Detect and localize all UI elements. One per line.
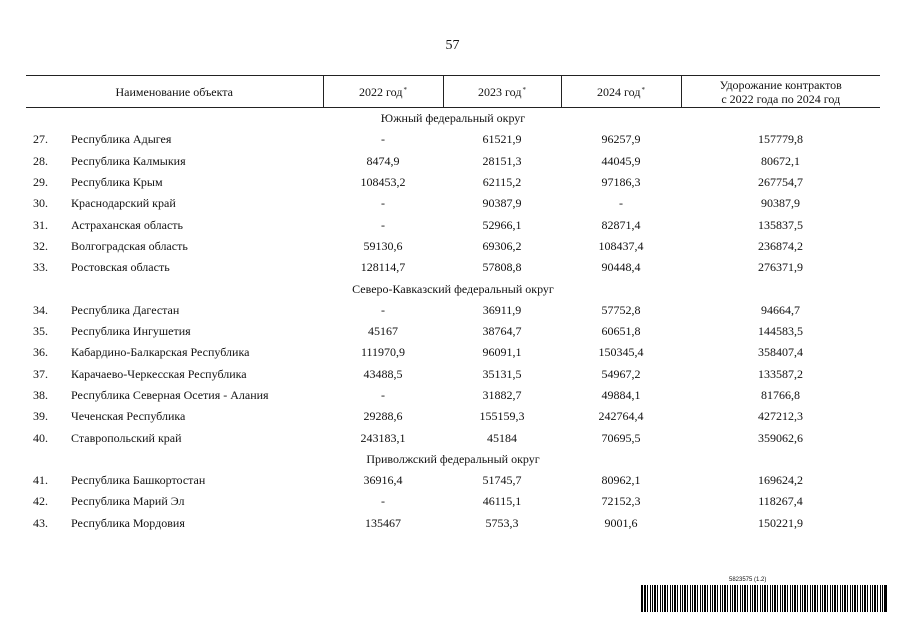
row-number: 34. <box>33 302 48 317</box>
row-number: 40. <box>33 430 48 445</box>
row-name: Республика Калмыкия <box>71 153 186 168</box>
cell-y2022: - <box>381 196 385 211</box>
cell-y2023: 52966,1 <box>482 217 522 232</box>
cell-y2022: - <box>381 217 385 232</box>
row-name: Республика Марий Эл <box>71 494 185 509</box>
table-row <box>26 513 880 534</box>
row-name: Республика Мордовия <box>71 515 185 530</box>
row-name: Волгоградская область <box>71 238 188 253</box>
cell-increase: 144583,5 <box>758 324 803 339</box>
row-number: 29. <box>33 175 48 190</box>
table-row <box>26 321 880 342</box>
cell-y2023: 38764,7 <box>482 324 522 339</box>
row-name-cell <box>26 513 323 534</box>
cell-y2024: 242764,4 <box>598 409 644 424</box>
cell-y2022: 43488,5 <box>363 366 403 381</box>
row-name: Астраханская область <box>71 217 183 232</box>
row-name-cell <box>26 193 323 214</box>
cell-increase: 236874,2 <box>758 238 803 253</box>
page-number: 57 <box>445 38 460 53</box>
row-name: Республика Северная Осетия - Алания <box>71 388 269 402</box>
cell-y2022: - <box>381 132 385 147</box>
barcode-label: 5823575 (1.2) <box>729 577 767 583</box>
row-number: 38. <box>33 388 48 402</box>
cell-increase: 80672,1 <box>761 153 800 168</box>
cell-y2024: 60651,8 <box>601 324 641 339</box>
table-row <box>26 214 880 235</box>
cell-y2023: 69306,2 <box>482 238 522 253</box>
table-row <box>26 470 880 491</box>
row-name-cell <box>26 300 323 321</box>
cell-increase: 358407,4 <box>758 345 803 360</box>
cell-y2023: 36911,9 <box>482 302 522 317</box>
row-number: 35. <box>33 324 48 339</box>
cell-y2024: 44045,9 <box>601 153 641 168</box>
row-name: Республика Крым <box>71 175 163 190</box>
cell-increase: 427212,3 <box>758 409 803 424</box>
table-row <box>26 385 880 406</box>
header-2023: 2023 год* <box>443 76 561 108</box>
cell-y2022: 243183,1 <box>360 430 406 445</box>
row-name-cell <box>26 257 323 278</box>
table-row <box>26 491 880 512</box>
table-body <box>26 108 880 534</box>
cell-y2023: 57808,8 <box>482 260 522 275</box>
row-name-cell <box>26 172 323 193</box>
cell-y2022: 128114,7 <box>360 260 406 275</box>
cell-y2022: - <box>381 494 385 509</box>
cell-increase: 118267,4 <box>758 494 803 509</box>
cell-y2023: 35131,5 <box>482 366 522 381</box>
cell-y2024: - <box>619 196 623 211</box>
row-number: 42. <box>33 494 48 509</box>
cell-increase: 133587,2 <box>758 366 803 381</box>
row-name-cell <box>26 427 323 448</box>
cell-y2023: 31882,7 <box>482 388 522 402</box>
row-number: 30. <box>33 196 48 211</box>
row-number: 39. <box>33 409 48 424</box>
table-row <box>26 364 880 385</box>
cell-y2024: 97186,3 <box>601 175 641 190</box>
cell-y2022: 108453,2 <box>360 175 406 190</box>
header-2022: 2022 год* <box>323 76 443 108</box>
footnote-star: * <box>522 85 526 94</box>
region-heading-row <box>26 449 880 470</box>
row-name: Республика Дагестан <box>71 302 180 317</box>
table-row <box>26 236 880 257</box>
cell-increase: 267754,7 <box>758 175 803 190</box>
row-number: 27. <box>33 132 48 147</box>
row-name: Республика Башкортостан <box>71 473 206 488</box>
row-name-cell <box>26 342 323 363</box>
row-number: 31. <box>33 217 48 232</box>
row-number: 36. <box>33 345 48 360</box>
cell-y2022: 29288,6 <box>363 409 403 424</box>
cell-y2023: 5753,3 <box>485 515 519 530</box>
row-name-cell <box>26 214 323 235</box>
cell-y2024: 90448,4 <box>601 260 641 275</box>
row-number: 33. <box>33 260 48 275</box>
table-row <box>26 172 880 193</box>
cell-y2023: 45184 <box>487 430 517 445</box>
cell-y2024: 80962,1 <box>601 473 641 488</box>
table-row <box>26 427 880 448</box>
header-2024: 2024 год* <box>561 76 681 108</box>
cell-increase: 90387,9 <box>761 196 800 211</box>
row-name-cell <box>26 385 323 406</box>
cell-y2022: 45167 <box>368 324 398 339</box>
cell-y2023: 155159,3 <box>479 409 525 424</box>
cell-y2024: 49884,1 <box>601 388 641 402</box>
row-name-cell <box>26 321 323 342</box>
row-number: 32. <box>33 238 48 253</box>
region-heading-row <box>26 278 880 299</box>
cell-increase: 94664,7 <box>761 302 800 317</box>
cell-y2022: 135467 <box>365 515 401 530</box>
contracts-table <box>26 75 880 534</box>
cell-y2023: 90387,9 <box>482 196 522 211</box>
row-name-cell <box>26 236 323 257</box>
cell-y2022: 8474,9 <box>366 153 400 168</box>
region-heading-row <box>26 108 880 130</box>
row-number: 43. <box>33 515 48 530</box>
header-name: Наименование объекта <box>26 76 323 108</box>
table-row <box>26 129 880 150</box>
cell-increase: 81766,8 <box>761 388 800 402</box>
row-name-cell <box>26 151 323 172</box>
row-name: Карачаево-Черкесская Республика <box>71 366 247 381</box>
cell-y2024: 150345,4 <box>598 345 644 360</box>
cell-y2022: 36916,4 <box>363 473 403 488</box>
row-number: 41. <box>33 473 48 488</box>
row-number: 37. <box>33 366 48 381</box>
cell-increase: 157779,8 <box>758 132 803 147</box>
row-name: Краснодарский край <box>71 196 176 211</box>
table-row <box>26 151 880 172</box>
row-number: 28. <box>33 153 48 168</box>
row-name-cell <box>26 406 323 427</box>
cell-y2024: 9001,6 <box>604 515 638 530</box>
table-header <box>26 76 880 108</box>
region-heading: Приволжский федеральный округ <box>366 451 540 466</box>
cell-y2024: 96257,9 <box>601 132 641 147</box>
row-name: Ростовская область <box>71 260 170 275</box>
region-heading: Южный федеральный округ <box>380 111 526 126</box>
cell-y2024: 54967,2 <box>601 366 641 381</box>
cell-y2024: 72152,3 <box>601 494 641 509</box>
row-name: Ставропольский край <box>71 430 182 445</box>
cell-increase: 359062,6 <box>758 430 803 445</box>
row-name-cell <box>26 364 323 385</box>
row-name: Чеченская Республика <box>71 409 186 424</box>
cell-y2022: - <box>381 302 385 317</box>
row-name-cell <box>26 129 323 150</box>
row-name: Республика Ингушетия <box>71 324 191 339</box>
cell-y2022: 111970,9 <box>360 345 406 360</box>
row-name-cell <box>26 491 323 512</box>
barcode-icon <box>641 585 887 612</box>
table-row <box>26 193 880 214</box>
cell-increase: 169624,2 <box>758 473 803 488</box>
cell-y2023: 28151,3 <box>482 153 522 168</box>
document-barcode <box>641 577 885 613</box>
header-increase: Удорожание контрактов с 2022 года по 2024 год <box>681 76 880 108</box>
table-row <box>26 342 880 363</box>
cell-y2024: 57752,8 <box>601 302 641 317</box>
cell-y2024: 82871,4 <box>601 217 641 232</box>
cell-y2023: 51745,7 <box>482 473 522 488</box>
table-row <box>26 257 880 278</box>
footnote-star: * <box>641 85 645 94</box>
region-heading: Северо-Кавказский федеральный округ <box>352 281 554 296</box>
table-row <box>26 300 880 321</box>
cell-y2022: - <box>381 388 385 402</box>
cell-increase: 135837,5 <box>758 217 803 232</box>
cell-y2023: 62115,2 <box>482 175 522 190</box>
cell-y2024: 108437,4 <box>598 238 644 253</box>
row-name: Республика Адыгея <box>71 132 172 147</box>
cell-y2022: 59130,6 <box>363 238 403 253</box>
cell-y2023: 46115,1 <box>482 494 522 509</box>
cell-y2024: 70695,5 <box>601 430 641 445</box>
cell-y2023: 61521,9 <box>482 132 522 147</box>
cell-increase: 150221,9 <box>758 515 803 530</box>
cell-y2023: 96091,1 <box>482 345 522 360</box>
row-name-cell <box>26 470 323 491</box>
table-row <box>26 406 880 427</box>
row-name: Кабардино-Балкарская Республика <box>71 345 250 360</box>
cell-increase: 276371,9 <box>758 260 803 275</box>
footnote-star: * <box>403 85 407 94</box>
